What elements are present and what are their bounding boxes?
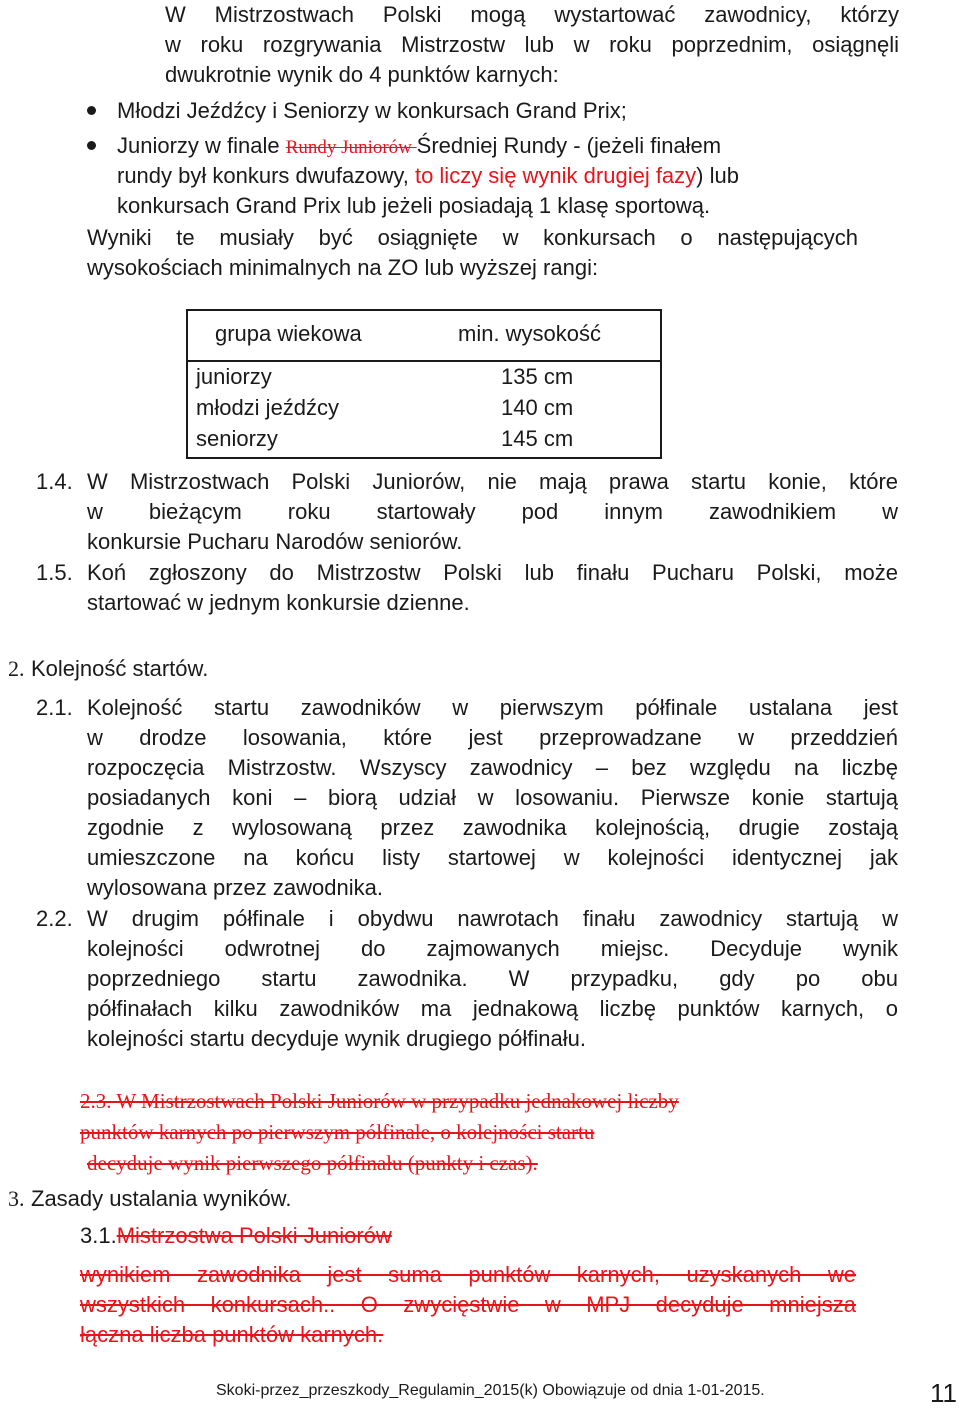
section-3-title: Zasady ustalania wyników. xyxy=(31,1186,292,1211)
p22-number: 2.2. xyxy=(36,906,73,931)
p23-line-3: decyduje wynik pierwszego półfinału (punkty i czas). xyxy=(87,1151,538,1175)
intro-line-1: W Mistrzostwach Polski mogą wystartować zawodnicy, którzy xyxy=(165,2,899,27)
p31-line-2: wszystkich konkursach.. O zwycięstwie w MPJ decyduje mniejsza xyxy=(80,1292,856,1317)
p15-number: 1.5. xyxy=(36,560,73,585)
p21-line-1: Kolejność startu zawodników w pierwszym półfinale ustalana jest xyxy=(87,695,898,720)
bullet-dot-icon xyxy=(87,141,96,150)
p14-number: 1.4. xyxy=(36,469,73,494)
results-intro-line-2: wysokościach minimalnych na ZO lub wyższej rangi: xyxy=(87,255,599,280)
intro-line-2: w roku rozgrywania Mistrzostw lub w roku poprzednim, osiągnęli xyxy=(165,32,899,57)
section-3-number: 3. xyxy=(8,1186,25,1211)
bullet-1-text: Młodzi Jeźdźcy i Seniorzy w konkursach Grand Prix; xyxy=(117,98,627,123)
bullet-2-l2-red: to liczy się wynik drugiej fazy xyxy=(414,163,697,188)
table-header-age-group: grupa wiekowa xyxy=(215,321,362,346)
table-row-young-riders-label: młodzi jeźdźcy xyxy=(196,395,340,420)
p14-line-1: W Mistrzostwach Polski Juniorów, nie mają prawa startu konie, które xyxy=(87,469,898,494)
section-2-title: Kolejność startów. xyxy=(31,656,209,681)
p23-line-2: punktów karnych po pierwszym półfinale, o kolejności startu xyxy=(80,1120,595,1144)
p31-line-1: wynikiem zawodnika jest suma punktów karnych, uzyskanych we xyxy=(80,1262,856,1287)
results-intro-line-1: Wyniki te musiały być osiągnięte w konkursach o następujących xyxy=(87,225,858,250)
intro-line-3: dwukrotnie wynik do 4 punktów karnych: xyxy=(165,62,559,87)
p14-line-2: w bieżącym roku startowały pod innym zawodnikiem w xyxy=(87,499,898,524)
p21-line-4: posiadanych koni – biorą udział w losowaniu. Pierwsze konie startują xyxy=(87,785,898,810)
bullet-2-line-1 xyxy=(117,131,721,161)
page-number: 11 xyxy=(930,1378,957,1408)
p31-heading xyxy=(80,1221,412,1251)
bullet-2-l2-start: rundy był konkurs dwufazowy, xyxy=(117,163,415,188)
p31-title: Mistrzostwa Polski Juniorów xyxy=(116,1223,392,1248)
p31-line-3: łączna liczba punktów karnych. xyxy=(80,1322,384,1347)
min-height-table xyxy=(186,309,662,459)
p21-line-5: zgodnie z wylosowaną przez zawodnika kolejnością, drugie zostają xyxy=(87,815,898,840)
p21-line-2: w drodze losowania, które jest przeprowadzane w przeddzień xyxy=(87,725,898,750)
bullet-2-rest: Średniej Rundy - (jeżeli finałem xyxy=(416,133,722,158)
bullet-2-l2-end: ) lub xyxy=(696,163,739,188)
section-2-number: 2. xyxy=(8,656,25,681)
p23-line-1: 2.3. W Mistrzostwach Polski Juniorów w przypadku jednakowej liczby xyxy=(80,1089,679,1113)
bullet-2-struck: Rundy Juniorów xyxy=(285,137,417,158)
p15-line-2: startować w jednym konkursie dzienne. xyxy=(87,590,470,615)
p14-line-3: konkursie Pucharu Narodów seniorów. xyxy=(87,529,463,554)
table-row-seniors-label: seniorzy xyxy=(196,426,278,451)
table-header-min-height: min. wysokość xyxy=(458,321,602,346)
footer-text: Skoki-przez_przeszkody_Regulamin_2015(k) Obowiązuje od dnia 1-01-2015. xyxy=(216,1382,765,1399)
p22-line-1: W drugim półfinale i obydwu nawrotach finału zawodnicy startują w xyxy=(87,906,898,931)
p21-number: 2.1. xyxy=(36,695,73,720)
table-row-juniors-label: juniorzy xyxy=(196,364,272,389)
bullet-2-line-2 xyxy=(117,161,739,191)
p22-line-3: poprzedniego startu zawodnika. W przypadku, gdy po obu xyxy=(87,966,898,991)
p22-line-2: kolejności odwrotnej do zajmowanych miejsc. Decyduje wynik xyxy=(87,936,898,961)
p21-line-3: rozpoczęcia Mistrzostw. Wszyscy zawodnicy – bez względu na liczbę xyxy=(87,755,898,780)
bullet-2-start: Juniorzy w finale xyxy=(117,133,286,158)
p21-line-6: umieszczone na końcu listy startowej w kolejności identycznej jak xyxy=(87,845,898,870)
p22-line-4: półfinałach kilku zawodników ma jednakową liczbę punktów karnych, o xyxy=(87,996,898,1021)
p21-line-7: wylosowana przez zawodnika. xyxy=(87,875,383,900)
bullet-dot-icon xyxy=(87,106,96,115)
p15-line-1: Koń zgłoszony do Mistrzostw Polski lub finału Pucharu Polski, może xyxy=(87,560,898,585)
p31-number: 3.1. xyxy=(80,1223,117,1248)
table-row-seniors-value: 145 cm xyxy=(501,426,574,451)
table-row-young-riders-value: 140 cm xyxy=(501,395,574,420)
table-row-juniors-value: 135 cm xyxy=(501,364,574,389)
bullet-2-line-3: konkursach Grand Prix lub jeżeli posiadają 1 klasę sportową. xyxy=(117,193,711,218)
p22-line-5: kolejności startu decyduje wynik drugiego półfinału. xyxy=(87,1026,586,1051)
